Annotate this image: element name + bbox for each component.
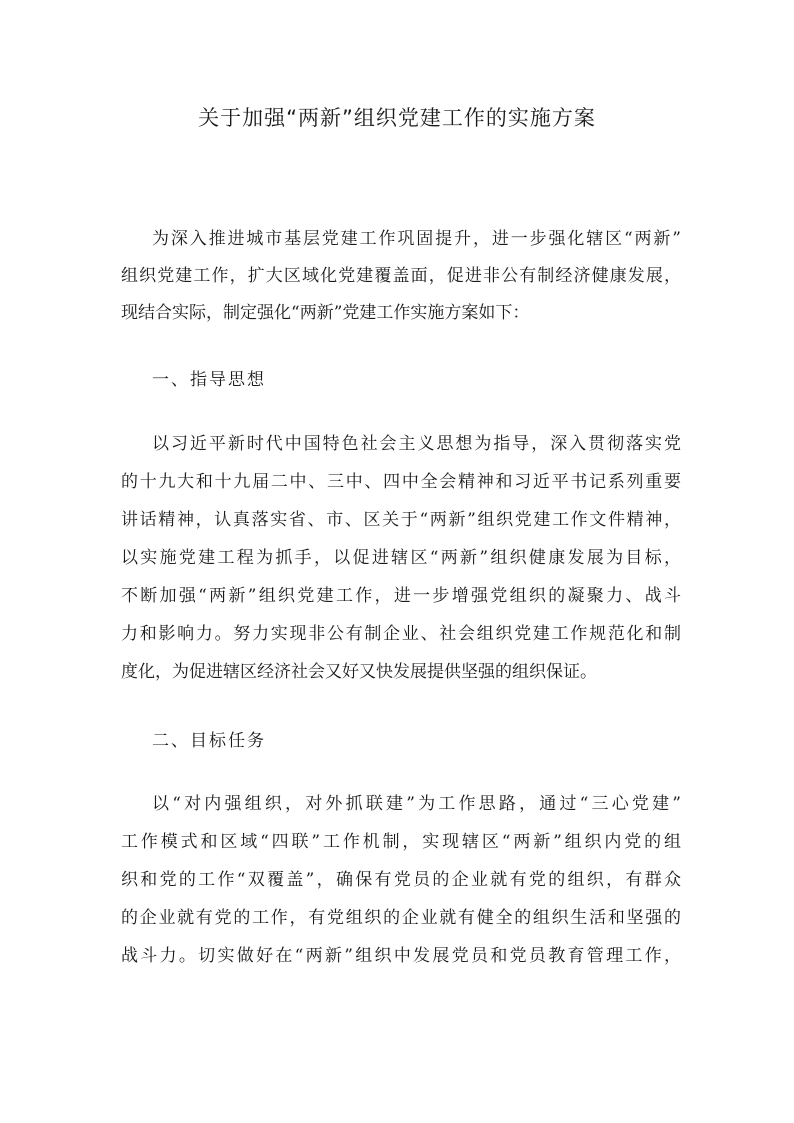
section1-line-2: 的十九大和十九届二中、三中、四中全会精神和习近平书记系列重要	[121, 472, 681, 492]
section2-line-5: 战斗力。切实做好在“两新”组织中发展党员和党员教育管理工作，	[121, 946, 681, 966]
section1-line-4: 以实施党建工程为抓手，以促进辖区“两新”组织健康发展为目标，	[121, 548, 681, 568]
section1-line-7: 度化，为促进辖区经济社会又好又快发展提供坚强的组织保证。	[121, 662, 597, 682]
section1-line-5: 不断加强“两新”组织党建工作，进一步增强党组织的凝聚力、战斗	[121, 586, 681, 606]
intro-line-2: 组织党建工作，扩大区域化党建覆盖面，促进非公有制经济健康发展，	[121, 266, 681, 286]
section1-line-1: 以习近平新时代中国特色社会主义思想为指导，深入贯彻落实党	[152, 434, 681, 454]
intro-line-1: 为深入推进城市基层党建工作巩固提升，进一步强化辖区“两新”	[152, 229, 681, 249]
document-title: 关于加强“两新”组织党建工作的实施方案	[198, 106, 596, 130]
section2-line-2: 工作模式和区域“四联”工作机制，实现辖区“两新”组织内党的组	[121, 832, 681, 852]
section2-heading: 二、目标任务	[152, 731, 266, 751]
section2-line-1: 以“对内强组织，对外抓联建”为工作思路，通过“三心党建”	[152, 794, 681, 814]
intro-line-3: 现结合实际，制定强化“两新”党建工作实施方案如下：	[121, 303, 530, 323]
section1-line-3: 讲话精神，认真落实省、市、区关于“两新”组织党建工作文件精神，	[121, 510, 681, 530]
section2-line-3: 织和党的工作“双覆盖”，确保有党员的企业就有党的组织，有群众	[121, 870, 681, 890]
section2-line-4: 的企业就有党的工作，有党组织的企业就有健全的组织生活和坚强的	[121, 908, 681, 928]
section1-line-6: 力和影响力。努力实现非公有制企业、社会组织党建工作规范化和制	[121, 624, 681, 644]
section1-heading: 一、指导思想	[152, 370, 266, 390]
